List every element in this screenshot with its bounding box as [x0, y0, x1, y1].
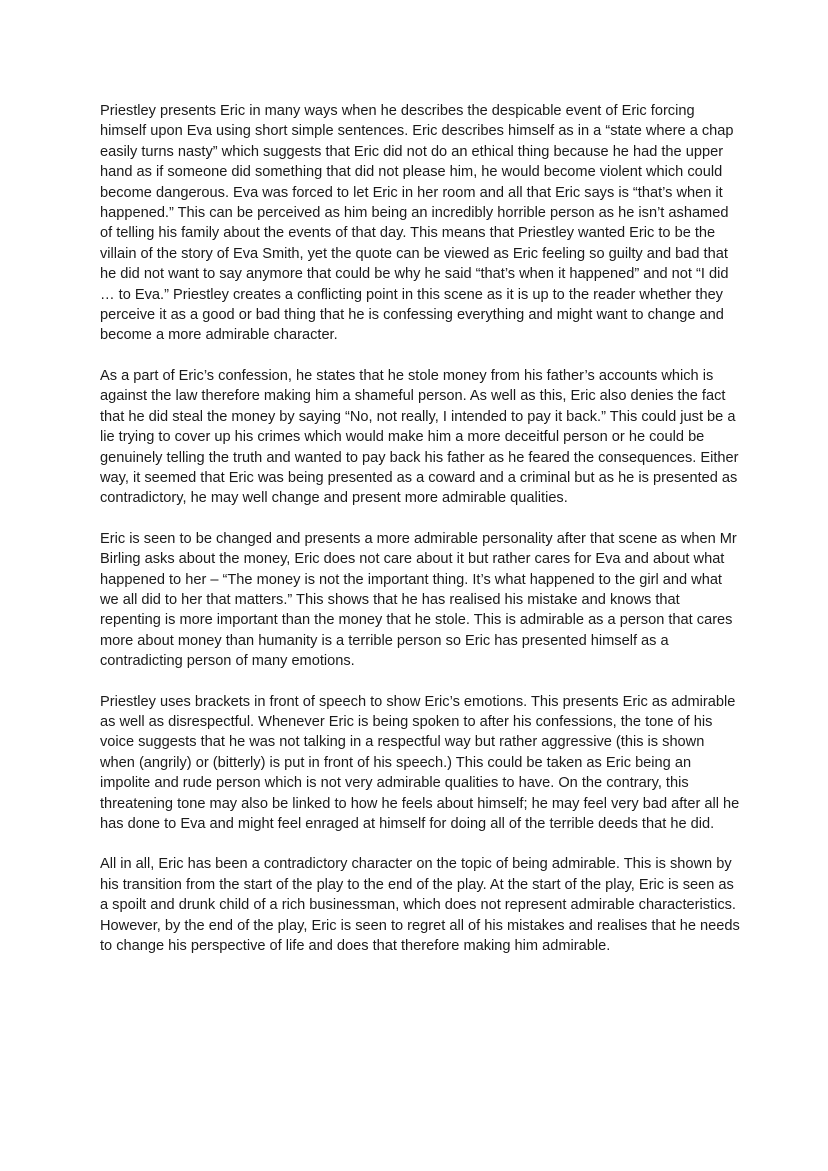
paragraph-stolen-money: As a part of Eric’s confession, he states that he stole money from his father’s accounts which is against the law therefore making him a shameful person. As well as this, Eric also denies the fact that he did steal the money by saying “No, not really, I intended to pay it back.” This could just be a lie trying to cover up his crimes which would make him a more deceitful person or he could be genuinely telling the truth and wanted to pay back his father as he feared the consequences. Either way, it seemed that Eric was being presented as a coward and a criminal but as he is presented as contradictory, he may well change and present more admirable qualities.	[100, 367, 739, 507]
paragraph-eric-forcing-eva: Priestley presents Eric in many ways when he describes the despicable event of Eric forcing himself upon Eva using short simple sentences. Eric describes himself as in a “state where a chap easily turns nasty” which suggests that Eric did not do an ethical thing because he had the upper hand as if someone did something that did not please him, he would become violent which could become dangerous. Eva was forced to let Eric in her room and all that Eric says is “that’s when it happened.” This can be perceived as him being an incredibly horrible person as he isn’t ashamed of telling his family about the events of that day. This means that Priestley wanted Eric to be the villain of the story of Eva Smith, yet the quote can be viewed as Eric feeling so guilty and bad that he did not want to say anymore that could be why he said “that’s when it happened” and not “I did … to Eva.” Priestley creates a conflicting point in this scene as it is up to the reader whether they perceive it as a good or bad thing that he is confessing everything and might want to change and become a more admirable character.	[100, 103, 734, 344]
paragraph-eric-changed: Eric is seen to be changed and presents a more admirable personality after that scene as when Mr Birling asks about the money, Eric does not care about it but rather cares for Eva and about what happened to her – “The money is not the important thing. It’s what happened to the girl and what we all did to her that matters.” This shows that he has realised his mistake and knows that repenting is more important than the money that he stole. This is admirable as a person that cares more about money than humanity is a terrible person so Eric has presented himself as a contradicting person of many emotions.	[100, 530, 737, 670]
paragraph-conclusion: All in all, Eric has been a contradictory character on the topic of being admirable. This is shown by his transition from the start of the play to the end of the play. At the start of the play, Eric is seen as a spoilt and drunk child of a rich businessman, which does not represent admirable characteristics. However, by the end of the play, Eric is seen to regret all of his mistakes and realises that he needs to change his perspective of life and does that therefore making him admirable.	[100, 856, 740, 955]
paragraph-brackets-emotions: Priestley uses brackets in front of speech to show Eric’s emotions. This presents Eric as admirable as well as disrespectful. Whenever Eric is being spoken to after his confessions, the tone of his voice suggests that he was not talking in a respectful way but rather aggressive (this is shown when (angrily) or (bitterly) is put in front of his speech.) This could be taken as Eric being an impolite and rude person which is not very admirable qualities to have. On the contrary, this threatening tone may also be linked to how he feels about himself; he may feel very bad after all he has done to Eva and might feel enraged at himself for doing all of the terrible deeds that he did.	[100, 693, 740, 832]
document-body	[100, 101, 740, 976]
